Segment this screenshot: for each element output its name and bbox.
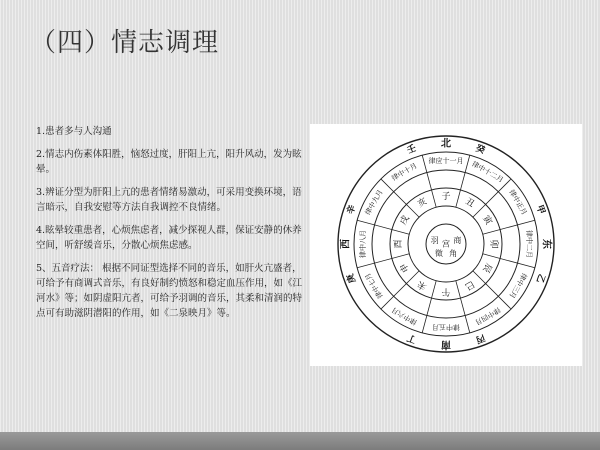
direction-label: 东 [540,239,552,249]
direction-label: 北 [441,138,451,150]
corner-label: 乙 [533,272,547,285]
branch-label: 巳 [463,278,476,292]
month-label: 律中正月 [507,188,529,217]
branch-label: 戌 [398,214,412,227]
corner-label: 丁 [405,331,418,345]
branch-label: 未 [416,278,429,292]
direction-label: 西 [340,239,352,249]
footer-band [0,432,600,450]
month-label: 律中八月 [359,230,367,258]
month-label: 律中十二月 [470,159,505,185]
center-tone-label: 商 [453,235,462,245]
point-3: 3.辨证分型为肝阳上亢的患者情绪易激动，可采用变换环境，语言暗示，自我安慰等方法自我调控不良情绪。 [36,187,302,213]
corner-label: 癸 [474,143,487,157]
point-2: 2.情志内伤素体阳胜，恼怒过度，肝阳上亢，阳升风动，发为眩晕。 [36,149,302,175]
corner-label: 甲 [533,203,547,216]
month-label: 律中九月 [363,188,385,217]
center-labels [431,235,462,258]
key-points-list [36,124,306,329]
month-label: 律中五月 [432,323,460,331]
five-tone-wheel-diagram [310,124,582,366]
branch-label: 卯 [488,239,498,249]
corner-label: 丙 [474,331,487,345]
month-label: 律中二月 [525,230,533,258]
corner-label: 辛 [345,203,359,216]
point-4: 4.眩晕较重患者，心烦焦虑者，减少探视人群，保证安静的休养空间，听舒缓音乐，分散心烦焦虑感。 [36,225,302,251]
center-tone-label: 宫 [442,239,450,249]
center-tone-label: 徵 [434,249,443,259]
slide-title: （四）情志调理 [30,28,220,58]
branch-label: 申 [398,261,412,274]
branch-label: 寅 [480,214,494,227]
point-1: 1.患者多与人沟通 [36,126,112,137]
branch-label: 午 [441,286,451,296]
month-label: 律中四月 [473,305,502,327]
point-5: 5、五音疗法： 根据不同证型选择不同的音乐，如肝火亢盛者，可给予有商调式音乐，有良好制约愤怒和稳定血压作用，如《江河水》等；如阴虚阳亢者，可给予羽调的音乐，其柔和清润的特点可有助滋阴潜阳的作用，如《二泉映月》等。 [36,263,303,319]
branch-label: 辰 [480,261,494,274]
center-tone-label: 羽 [430,235,439,245]
month-label: 律中七月 [363,271,385,300]
direction-label: 南 [441,338,451,350]
branch-label: 子 [441,192,451,202]
month-label: 律中六月 [390,305,419,327]
month-label: 律中三月 [507,271,529,300]
branch-label: 亥 [416,196,429,210]
corner-label: 庚 [345,272,359,285]
branch-label: 酉 [394,239,404,249]
month-label: 律中十月 [390,161,419,183]
month-label: 律应十一月 [428,157,464,165]
five-tone-wheel-figure [310,124,582,366]
branch-label: 丑 [463,196,476,210]
center-tone-label: 角 [449,249,458,259]
corner-label: 壬 [405,143,418,157]
